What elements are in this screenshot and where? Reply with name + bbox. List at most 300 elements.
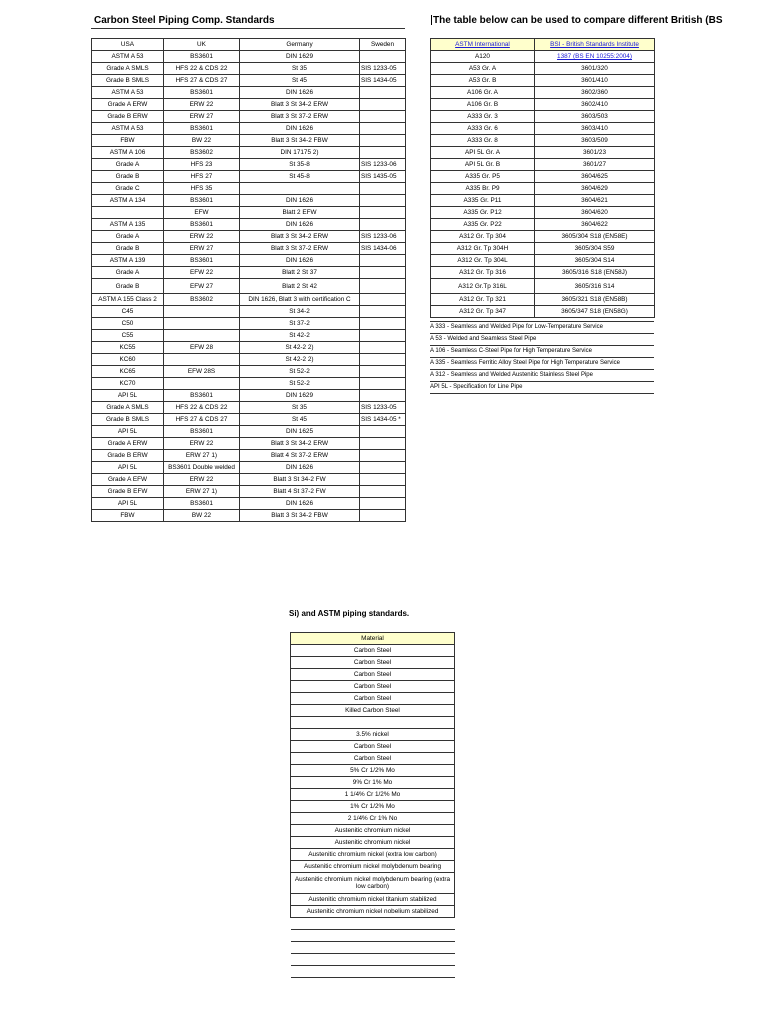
cell-sweden: SIS 1233-06 (360, 231, 406, 243)
cell-bsi: 3605/304 S14 (535, 255, 655, 267)
cell-material: 5% Cr 1/2% Mo (291, 765, 455, 777)
cell-germany: St 45 (240, 414, 360, 426)
cell-material: Austenitic chromium nickel molybdenum bearing (extra low carbon) (291, 873, 455, 894)
cell-blank (291, 918, 455, 930)
cell-astm: A335 Br. P9 (431, 183, 535, 195)
cell-material: Killed Carbon Steel (291, 705, 455, 717)
cell-uk: ERW 22 (164, 474, 240, 486)
cell-usa: C45 (92, 306, 164, 318)
cell-usa: Grade A (92, 267, 164, 279)
cell-germany: Blatt 3 St 34-2 ERW (240, 438, 360, 450)
cell-astm: A312 Gr. Tp 321 (431, 294, 535, 306)
note-text: A 335 - Seamless Ferritic Alloy Steel Pipe for High Temperature Service (430, 358, 654, 370)
cell-germany: DIN 1629 (240, 51, 360, 63)
cell-uk: ERW 27 1) (164, 486, 240, 498)
table-row (291, 717, 455, 729)
cell-material: 9% Cr 1% Mo (291, 777, 455, 789)
cell-germany: St 35 (240, 63, 360, 75)
cell-uk: HFS 27 & CDS 27 (164, 75, 240, 87)
cell-sweden: SIS 1435-05 (360, 171, 406, 183)
cell-uk: HFS 22 & CDS 22 (164, 402, 240, 414)
cell-uk: BS3601 (164, 123, 240, 135)
cell-bsi: 3605/321 S18 (EN58B) (535, 294, 655, 306)
cell-astm: A312 Gr. Tp 316 (431, 267, 535, 279)
cell-germany: DIN 1626 (240, 498, 360, 510)
table-row (431, 231, 655, 243)
cell-usa: ASTM A 135 (92, 219, 164, 231)
cell-germany (240, 183, 360, 195)
table-row (92, 462, 406, 474)
blank-row (291, 930, 455, 942)
cell-sweden (360, 378, 406, 390)
cell-bsi: 3604/621 (535, 195, 655, 207)
table-row (431, 51, 655, 63)
blank-row (291, 966, 455, 978)
table-row (92, 486, 406, 498)
cell-bsi: 3601/23 (535, 147, 655, 159)
cell-astm: A335 Gr. P5 (431, 171, 535, 183)
cell-germany: DIN 1626 (240, 195, 360, 207)
cell-usa: Grade A SMLS (92, 63, 164, 75)
cell-uk: BS3601 (164, 87, 240, 99)
cell-usa: Grade B SMLS (92, 414, 164, 426)
cell-germany: Blatt 3 St 34-2 ERW (240, 99, 360, 111)
cell-usa: Grade B ERW (92, 450, 164, 462)
cell-germany: Blatt 3 St 37-2 ERW (240, 111, 360, 123)
table-row (431, 75, 655, 87)
cell-astm: A106 Gr. A (431, 87, 535, 99)
table-row (291, 906, 455, 918)
blank-row (291, 942, 455, 954)
table-row (291, 801, 455, 813)
cell-sweden (360, 87, 406, 99)
cell-sweden (360, 462, 406, 474)
cell-usa: Grade B (92, 279, 164, 294)
table-row (92, 426, 406, 438)
cell-uk (164, 330, 240, 342)
table-row (92, 123, 406, 135)
cell-uk: BS3601 (164, 255, 240, 267)
table-row (291, 837, 455, 849)
table-row (92, 474, 406, 486)
cell-material: Carbon Steel (291, 681, 455, 693)
cell-sweden (360, 450, 406, 462)
cell-bsi: 1387 (BS EN 10255:2004) (535, 51, 655, 63)
cell-uk: BS3602 (164, 294, 240, 306)
cell-material: Carbon Steel (291, 693, 455, 705)
cell-uk: ERW 22 (164, 231, 240, 243)
cell-germany: Blatt 3 St 34-2 ERW (240, 231, 360, 243)
cell-material: Carbon Steel (291, 753, 455, 765)
table-row (291, 657, 455, 669)
cell-usa: API 5L (92, 462, 164, 474)
cell-bsi: 3605/304 S59 (535, 243, 655, 255)
cell-sweden: SIS 1233-06 (360, 159, 406, 171)
table-row (431, 267, 655, 279)
cell-sweden (360, 510, 406, 522)
cell-sweden (360, 267, 406, 279)
table-row (431, 219, 655, 231)
cell-material: 3.5% nickel (291, 729, 455, 741)
cell-bsi: 3605/316 S18 (EN58J) (535, 267, 655, 279)
table-row (92, 342, 406, 354)
cell-germany: Blatt 2 EFW (240, 207, 360, 219)
table-row (92, 87, 406, 99)
cell-germany: St 45-8 (240, 171, 360, 183)
cell-uk: EFW 28 (164, 342, 240, 354)
cell-bsi: 3604/625 (535, 171, 655, 183)
cell-uk: EFW 27 (164, 279, 240, 294)
cell-uk (164, 306, 240, 318)
table-row (92, 267, 406, 279)
cell-material (291, 717, 455, 729)
cell-blank (291, 930, 455, 942)
cell-uk: BW 22 (164, 510, 240, 522)
cell-uk: BS3601 (164, 498, 240, 510)
cell-germany: St 42-2 (240, 330, 360, 342)
table-row (92, 498, 406, 510)
cell-astm: A312 Gr. Tp 304 (431, 231, 535, 243)
cell-sweden (360, 474, 406, 486)
cell-germany: Blatt 4 St 37-2 FW (240, 486, 360, 498)
table-row (431, 279, 655, 294)
cell-germany: St 35 (240, 402, 360, 414)
header-material: Material (291, 633, 455, 645)
cell-germany: St 52-2 (240, 378, 360, 390)
table-row (291, 753, 455, 765)
cell-material: 1 1/4% Cr 1/2% Mo (291, 789, 455, 801)
cell-astm: A335 Gr. P12 (431, 207, 535, 219)
table-row (92, 390, 406, 402)
header-row (92, 39, 406, 51)
cell-sweden (360, 342, 406, 354)
cell-usa: Grade B ERW (92, 111, 164, 123)
cell-sweden (360, 486, 406, 498)
standards-table (91, 38, 406, 522)
table-row (291, 894, 455, 906)
cell-sweden (360, 390, 406, 402)
table-row (291, 645, 455, 657)
table-row (431, 243, 655, 255)
cell-sweden: SIS 1434-05 (360, 75, 406, 87)
header-row (431, 39, 655, 51)
cell-uk: BS3601 Double welded (164, 462, 240, 474)
cell-bsi: 3603/509 (535, 135, 655, 147)
table-row (431, 99, 655, 111)
cell-usa: ASTM A 53 (92, 51, 164, 63)
cell-material: Austenitic chromium nickel titanium stabilized (291, 894, 455, 906)
table-row (291, 729, 455, 741)
table-row (431, 159, 655, 171)
cell-uk (164, 378, 240, 390)
table-row (431, 207, 655, 219)
note-text: A 106 - Seamless C-Steel Pipe for High Temperature Service (430, 346, 654, 358)
header-uk: UK (164, 39, 240, 51)
compare-title-text: The table below can be used to compare different British (BS (433, 15, 723, 26)
cell-sweden (360, 366, 406, 378)
table-row (92, 279, 406, 294)
cell-germany: St 34-2 (240, 306, 360, 318)
cell-usa: ASTM A 155 Class 2 (92, 294, 164, 306)
cell-sweden (360, 51, 406, 63)
table-row (92, 255, 406, 267)
table-row (92, 366, 406, 378)
cell-uk (164, 318, 240, 330)
table-row (291, 681, 455, 693)
cell-uk: HFS 35 (164, 183, 240, 195)
table-row (291, 777, 455, 789)
table-row (92, 510, 406, 522)
cell-material: Carbon Steel (291, 669, 455, 681)
cell-bsi: 3601/27 (535, 159, 655, 171)
cell-uk: HFS 22 & CDS 22 (164, 63, 240, 75)
cell-material: Austenitic chromium nickel (291, 825, 455, 837)
cell-uk: BS3601 (164, 390, 240, 402)
cell-astm: A333 Gr. 6 (431, 123, 535, 135)
table-row (92, 207, 406, 219)
cell-astm: A312 Gr. Tp 304H (431, 243, 535, 255)
cell-germany: DIN 1625 (240, 426, 360, 438)
table-row (291, 705, 455, 717)
cell-material: 1% Cr 1/2% Mo (291, 801, 455, 813)
table-row (92, 219, 406, 231)
cell-germany: Blatt 3 St 37-2 ERW (240, 243, 360, 255)
cell-usa: Grade B (92, 243, 164, 255)
note-text: A 333 - Seamless and Welded Pipe for Low-Temperature Service (430, 322, 654, 334)
table-row (431, 171, 655, 183)
note-row (430, 334, 654, 346)
cell-uk: HFS 23 (164, 159, 240, 171)
note-row (430, 346, 654, 358)
cell-usa: Grade A EFW (92, 474, 164, 486)
cell-bsi: 3605/316 S14 (535, 279, 655, 294)
table-row (92, 111, 406, 123)
cell-material: Carbon Steel (291, 741, 455, 753)
cell-astm: API 5L Gr. A (431, 147, 535, 159)
table-row (92, 378, 406, 390)
cell-material: Austenitic chromium nickel molybdenum bearing (291, 861, 455, 873)
table-row (92, 243, 406, 255)
cell-sweden: SIS 1233-05 (360, 402, 406, 414)
cell-germany: St 42-2 2) (240, 354, 360, 366)
cell-uk: EFW 28S (164, 366, 240, 378)
cell-uk: HFS 27 & CDS 27 (164, 414, 240, 426)
table-row (291, 825, 455, 837)
cell-usa: Grade A ERW (92, 99, 164, 111)
cell-uk: BS3601 (164, 195, 240, 207)
cell-germany: DIN 1626 (240, 462, 360, 474)
cell-material: Carbon Steel (291, 657, 455, 669)
cell-sweden (360, 219, 406, 231)
astm-bs-table (430, 38, 655, 318)
cell-germany: St 35-8 (240, 159, 360, 171)
cell-material: Carbon Steel (291, 645, 455, 657)
cell-sweden (360, 306, 406, 318)
table-row (92, 63, 406, 75)
note-row (430, 322, 654, 334)
table-row (291, 741, 455, 753)
cell-sweden (360, 207, 406, 219)
cell-usa: Grade B SMLS (92, 75, 164, 87)
cell-bsi: 3604/622 (535, 219, 655, 231)
cell-sweden (360, 123, 406, 135)
cell-uk: ERW 22 (164, 99, 240, 111)
cell-germany: St 45 (240, 75, 360, 87)
cell-blank (291, 966, 455, 978)
cell-germany: St 42-2 2) (240, 342, 360, 354)
note-row (430, 358, 654, 370)
cell-astm: A53 Gr. B (431, 75, 535, 87)
cell-usa: Grade C (92, 183, 164, 195)
cell-uk: ERW 27 (164, 243, 240, 255)
cell-astm: A312 Gr. Tp 347 (431, 306, 535, 318)
table-row (291, 813, 455, 825)
header-bsi: BSI - British Standards Institute (535, 39, 655, 51)
cell-germany: DIN 1629 (240, 390, 360, 402)
cell-bsi: 3602/410 (535, 99, 655, 111)
table-row (431, 63, 655, 75)
cell-germany: DIN 17175 2) (240, 147, 360, 159)
cell-usa: KC65 (92, 366, 164, 378)
table-row (431, 147, 655, 159)
cell-bsi: 3604/629 (535, 183, 655, 195)
cell-germany: Blatt 3 St 34-2 FBW (240, 510, 360, 522)
table-row (92, 438, 406, 450)
cell-sweden: SIS 1434-06 (360, 243, 406, 255)
cell-material: 2 1/4% Cr 1% No (291, 813, 455, 825)
cell-usa: KC55 (92, 342, 164, 354)
cell-germany: DIN 1626 (240, 87, 360, 99)
cell-blank (291, 954, 455, 966)
cell-bsi: 3601/410 (535, 75, 655, 87)
cell-usa: ASTM A 134 (92, 195, 164, 207)
header-row (291, 633, 455, 645)
cell-bsi: 3605/347 S18 (EN58G) (535, 306, 655, 318)
table-row (92, 306, 406, 318)
cell-blank (291, 942, 455, 954)
table-row (431, 183, 655, 195)
cell-germany: DIN 1626 (240, 219, 360, 231)
table-row (92, 75, 406, 87)
materials-table (290, 632, 455, 978)
cell-material: Austenitic chromium nickel (extra low carbon) (291, 849, 455, 861)
cell-sweden (360, 279, 406, 294)
cell-sweden (360, 438, 406, 450)
cell-sweden (360, 195, 406, 207)
cell-bsi: 3605/304 S18 (EN58E) (535, 231, 655, 243)
table-row (431, 111, 655, 123)
cell-germany: DIN 1626 (240, 123, 360, 135)
cell-usa: Grade B EFW (92, 486, 164, 498)
table-row (291, 873, 455, 894)
table-row (92, 183, 406, 195)
cell-germany: Blatt 3 St 34-2 FW (240, 474, 360, 486)
cell-sweden (360, 111, 406, 123)
note-text: API 5L - Specification for Line Pipe (430, 382, 654, 394)
cell-sweden (360, 354, 406, 366)
cell-sweden: SIS 1233-05 (360, 63, 406, 75)
cell-usa: Grade A SMLS (92, 402, 164, 414)
table-row (291, 861, 455, 873)
cell-astm: A333 Gr. 8 (431, 135, 535, 147)
cell-usa: Grade A (92, 231, 164, 243)
cell-astm: A312 Gr.Tp 316L (431, 279, 535, 294)
cell-usa: KC60 (92, 354, 164, 366)
cell-astm: A106 Gr. B (431, 99, 535, 111)
blank-row (291, 918, 455, 930)
cell-usa: API 5L (92, 498, 164, 510)
header-sweden: Sweden (360, 39, 406, 51)
cell-uk: BS3601 (164, 219, 240, 231)
cell-uk: BW 22 (164, 135, 240, 147)
cell-uk: EFW 22 (164, 267, 240, 279)
cell-sweden (360, 99, 406, 111)
cell-germany: Blatt 2 St 37 (240, 267, 360, 279)
cell-usa: ASTM A 53 (92, 123, 164, 135)
table-row (431, 294, 655, 306)
table-row (431, 135, 655, 147)
cell-usa: Grade A (92, 159, 164, 171)
table-row (92, 231, 406, 243)
table-row (92, 354, 406, 366)
note-text: A 312 - Seamless and Welded Austenitic Stainless Steel Pipe (430, 370, 654, 382)
cell-germany: Blatt 3 St 34-2 FBW (240, 135, 360, 147)
table-row (291, 765, 455, 777)
table-row (291, 693, 455, 705)
cell-sweden (360, 135, 406, 147)
cell-germany: St 52-2 (240, 366, 360, 378)
title-underline (91, 28, 405, 29)
cell-bsi: 3601/320 (535, 63, 655, 75)
table-row (92, 450, 406, 462)
table-row (92, 414, 406, 426)
cell-astm: A53 Gr. A (431, 63, 535, 75)
table-row (431, 87, 655, 99)
materials-title: Si) and ASTM piping standards. (289, 609, 410, 618)
table-row (92, 294, 406, 306)
table-row (92, 195, 406, 207)
cell-uk: BS3602 (164, 147, 240, 159)
cell-usa: ASTM A 106 (92, 147, 164, 159)
table-row (92, 159, 406, 171)
cell-usa: FBW (92, 135, 164, 147)
table-row (92, 402, 406, 414)
cell-usa: ASTM A 53 (92, 87, 164, 99)
cell-uk: HFS 27 (164, 171, 240, 183)
cell-astm: A335 Gr. P22 (431, 219, 535, 231)
cell-sweden (360, 330, 406, 342)
header-usa: USA (92, 39, 164, 51)
cell-sweden (360, 294, 406, 306)
table-row (92, 147, 406, 159)
table-row (92, 171, 406, 183)
cell-bsi: 3603/410 (535, 123, 655, 135)
cell-uk: ERW 27 1) (164, 450, 240, 462)
cell-sweden: SIS 1434-05 * (360, 414, 406, 426)
compare-title (431, 15, 723, 26)
cell-usa: API 5L (92, 426, 164, 438)
cell-germany: DIN 1626, Blatt 3 with certification C (240, 294, 360, 306)
cell-uk: ERW 22 (164, 438, 240, 450)
cell-sweden (360, 318, 406, 330)
cell-uk: ERW 27 (164, 111, 240, 123)
cell-material: Austenitic chromium nickel nobelium stabilized (291, 906, 455, 918)
cell-astm: API 5L Gr. B (431, 159, 535, 171)
table-row (431, 195, 655, 207)
cell-usa: C50 (92, 318, 164, 330)
cell-sweden (360, 498, 406, 510)
table-row (291, 669, 455, 681)
